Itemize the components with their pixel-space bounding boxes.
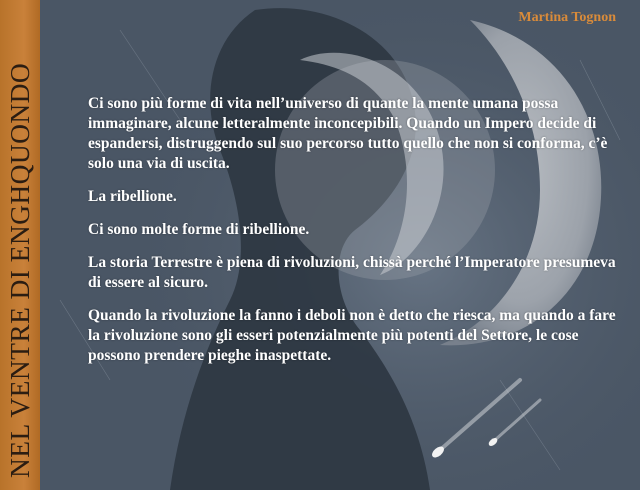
paragraph: La storia Terrestre è piena di rivoluzioni, chissà perché l’Imperatore presumeva di essere al sicuro. (88, 254, 616, 291)
paragraph: Ci sono più forme di vita nell’universo di quante la mente umana possa immaginare, alcune letteralmente inconcepibili. Quando un Impero decide di espandersi, distruggendo sul suo percorso tutto quello che non si conforma, c’è solo una via di uscita. (88, 95, 608, 172)
spine-title: NEL VENTRE DI ENGHQUONDO (4, 62, 35, 478)
book-spine (0, 0, 40, 490)
paragraph: Ci sono molte forme di ribellione. (88, 221, 310, 238)
paragraph: La ribellione. (88, 188, 177, 205)
paragraph: Quando la rivoluzione la fanno i deboli non è detto che riesca, ma quando a fare la rivoluzione sono gli esseri potenzialmente più potenti del Settore, le cose possono prendere pieghe inaspettate. (88, 307, 616, 364)
synopsis-text (88, 94, 618, 379)
author-name: Martina Tognon (518, 10, 616, 25)
